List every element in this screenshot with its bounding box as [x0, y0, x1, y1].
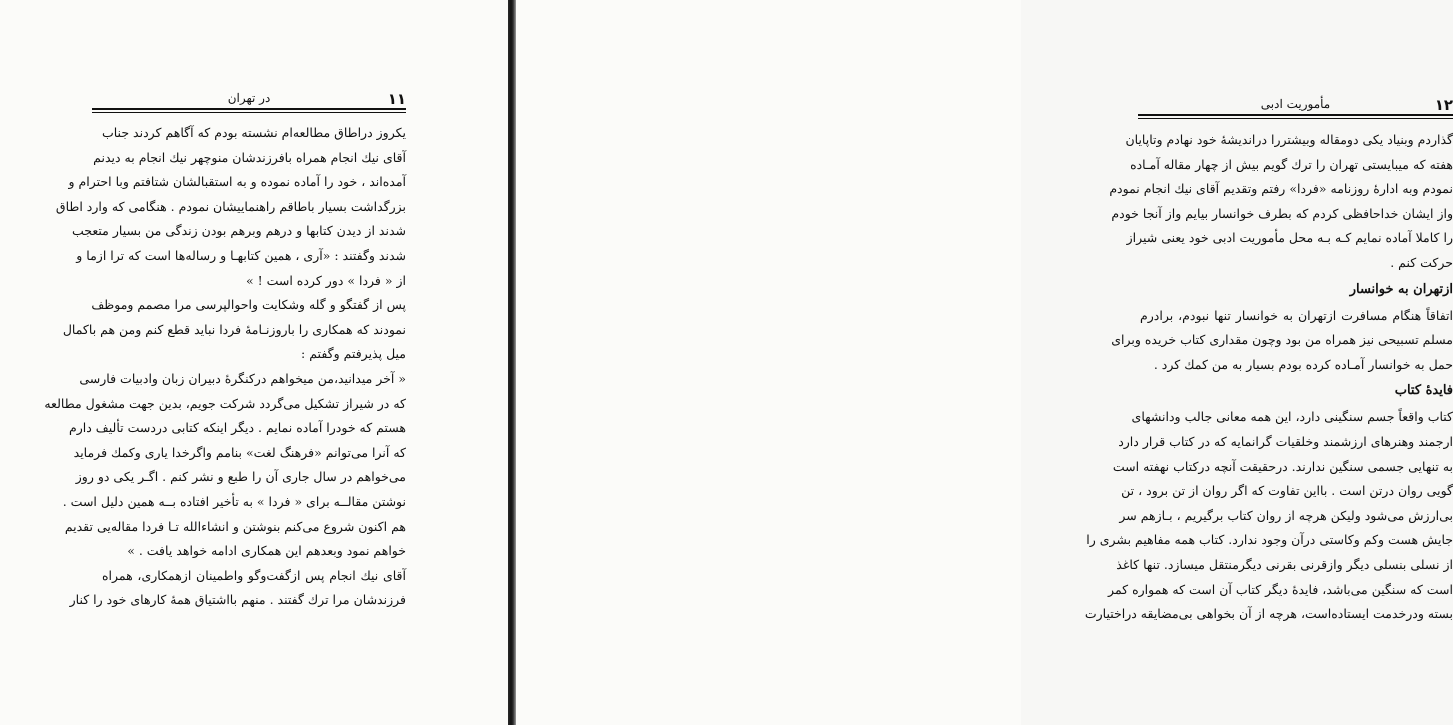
- text-line: نوشتن مقالــه برای « فردا » به تأخیر افتاده بــه همین دلیل است .: [62, 493, 406, 509]
- text-line: که در شیراز تشکیل می‌گردد شرکت جویم، بدین جهت مشغول مطالعه: [44, 395, 406, 411]
- header-rule: [92, 112, 406, 113]
- text-line: می‌خواهم در سال جاری آن را طبع و نشر کنم . اگـر یکی دو روز: [75, 469, 406, 485]
- text-line: هم اکنون شروع می‌کنم بنوشتن و انشاءالله تـا فردا مقاله‌یی تقدیم: [64, 518, 406, 534]
- text-line: خواهم نمود وبعدهم این همکاری ادامه خواهد یافت . »: [127, 543, 406, 559]
- left-running-title: در تهران: [227, 91, 271, 105]
- text-line: به تنهایی جسمی سنگین ندارند. درحقیقت آنچه درکتاب نهفته است: [1112, 458, 1453, 474]
- right-page-header: [1138, 92, 1453, 116]
- text-line: اتفاقاً هنگام مسافرت ازتهران به خوانسار تنها نبودم، برادرم: [1140, 307, 1453, 323]
- text-line: هفته که میبایستی تهران را ترك گویم بیش از چهار مقاله آمـاده: [1130, 156, 1453, 172]
- text-line: است که سنگین می‌باشد، فایدهٔ دیگر کتاب آن است که همواره کمر: [1108, 581, 1453, 597]
- text-line: را کاملا آماده نمایم کـه بـه محل مأموریت ادبی خود یعنی شیراز: [1126, 230, 1453, 246]
- left-page-header: [92, 86, 406, 110]
- text-line: حمل به خوانسار آمـاده کرده بودم بسیار به من کمك کرد .: [1153, 356, 1453, 372]
- text-line: از نسلی بنسلی دیگر وازقرنی بقرنی دیگرمنتقل میسازد. تنها کاغذ: [1116, 556, 1453, 572]
- text-line: بسته ودرخدمت ایستاده‌است، هرچه از آن بخواهی بی‌مضایقه دراختیارت: [1084, 606, 1453, 622]
- text-line: از « فردا » دور کرده است ! »: [246, 272, 406, 288]
- text-line: جایش هست وکم وکاستی درآن وجود ندارد. کتاب همه مفاهیم بشری را: [1086, 532, 1453, 548]
- text-line: میل پذیرفتم وگفتم :: [301, 346, 406, 362]
- right-page: [516, 0, 1453, 725]
- text-line: آقای نیك انجام همراه بافرزندشان منوچهر نیك انجام به دیدنم: [93, 149, 406, 165]
- text-line: آمده‌اند ، خود را آماده نموده و به استقبالشان شتافتم وبا احترام و: [68, 174, 406, 190]
- text-line: « آخر میدانید،من میخواهم درکنگرهٔ دبیران زبان وادبیات فارسی: [79, 370, 406, 386]
- right-running-title: مأموریت ادبی: [1260, 97, 1331, 111]
- right-page-number: ۱۲: [1434, 96, 1453, 114]
- text-line: مسلم تسبیحی نیز همراه من بود وچون مقداری کتاب خریده وبرای: [1111, 332, 1453, 348]
- book-gutter: [508, 0, 516, 725]
- text-line: نمودند که همکاری را باروزنـامهٔ فردا نباید قطع کنم ومن هم باکمال: [62, 321, 406, 337]
- text-line: آقای نیك انجام پس ازگفت‌وگو واطمینان ازهمکاری، همراه: [102, 567, 406, 583]
- text-line: پس از گفتگو و گله وشکایت واحوالپرسی مرا مصمم وموظف: [91, 297, 406, 313]
- text-line: بی‌ارزش می‌شود ولیکن هرچه از روان کتاب برگیریم ، بـازهم سر: [1119, 507, 1453, 523]
- left-page: [0, 0, 508, 725]
- left-page-body: [44, 121, 406, 613]
- section-heading: ازتهران به خوانسار: [1349, 281, 1453, 297]
- left-page-number: ١١: [387, 90, 406, 108]
- section-heading: فایدهٔ کتاب: [1394, 383, 1453, 399]
- text-line: شدند وگفتند : «آری ، همین کتابهـا و رساله‌ها است که ترا ازما و: [76, 247, 406, 263]
- text-line: بزرگداشت بسیار باطاقم راهنماییشان نمودم . هنگامی که وارد اطاق: [55, 198, 406, 214]
- text-line: واز ایشان خداحافظی کردم که بطرف خوانسار بیایم واز آنجا خودم: [1111, 205, 1453, 221]
- text-line: شدند از دیدن کتابها و درهم وبرهم بودن زندگی من بسیار متعجب: [72, 223, 406, 239]
- text-line: حرکت کنم .: [1390, 254, 1453, 270]
- right-page-body: [1084, 128, 1453, 627]
- text-line: کتاب واقعاً جسم سنگینی دارد، این همه معانی جالب ودانشهای: [1131, 409, 1453, 425]
- text-line: گذاردم وبنیاد یکی دومقاله وبیشتررا دراندیشهٔ خود نهادم وتاپایان: [1125, 132, 1453, 147]
- text-line: هستم که خودرا آماده نمایم . دیگر اینکه کتابی دردست تألیف دارم: [69, 420, 406, 436]
- text-line: فرزندشان مرا ترك گفتند . منهم بااشتیاق همهٔ کارهای خود را کنار: [69, 592, 406, 608]
- text-line: گویی روان درتن است . بااین تفاوت که اگر روان از تن برود ، تن: [1121, 483, 1453, 499]
- text-line: که آنرا می‌توانم «فرهنگ لغت» بنامم واگرخدا یاری وکمك فرماید: [73, 444, 406, 460]
- header-rule: [1138, 118, 1453, 119]
- text-line: نمودم وبه ادارهٔ روزنامه «فردا» رفتم وتقدیم آقای نیك انجام نمودم: [1109, 181, 1453, 197]
- text-line: ارجمند وهنرهای ارزشمند وخلقیات گرانمایه که در کتاب قرار دارد: [1118, 433, 1453, 449]
- text-line: یکروز دراطاق مطالعه‌ام نشسته بودم که آگاهم کردند جناب: [101, 125, 406, 140]
